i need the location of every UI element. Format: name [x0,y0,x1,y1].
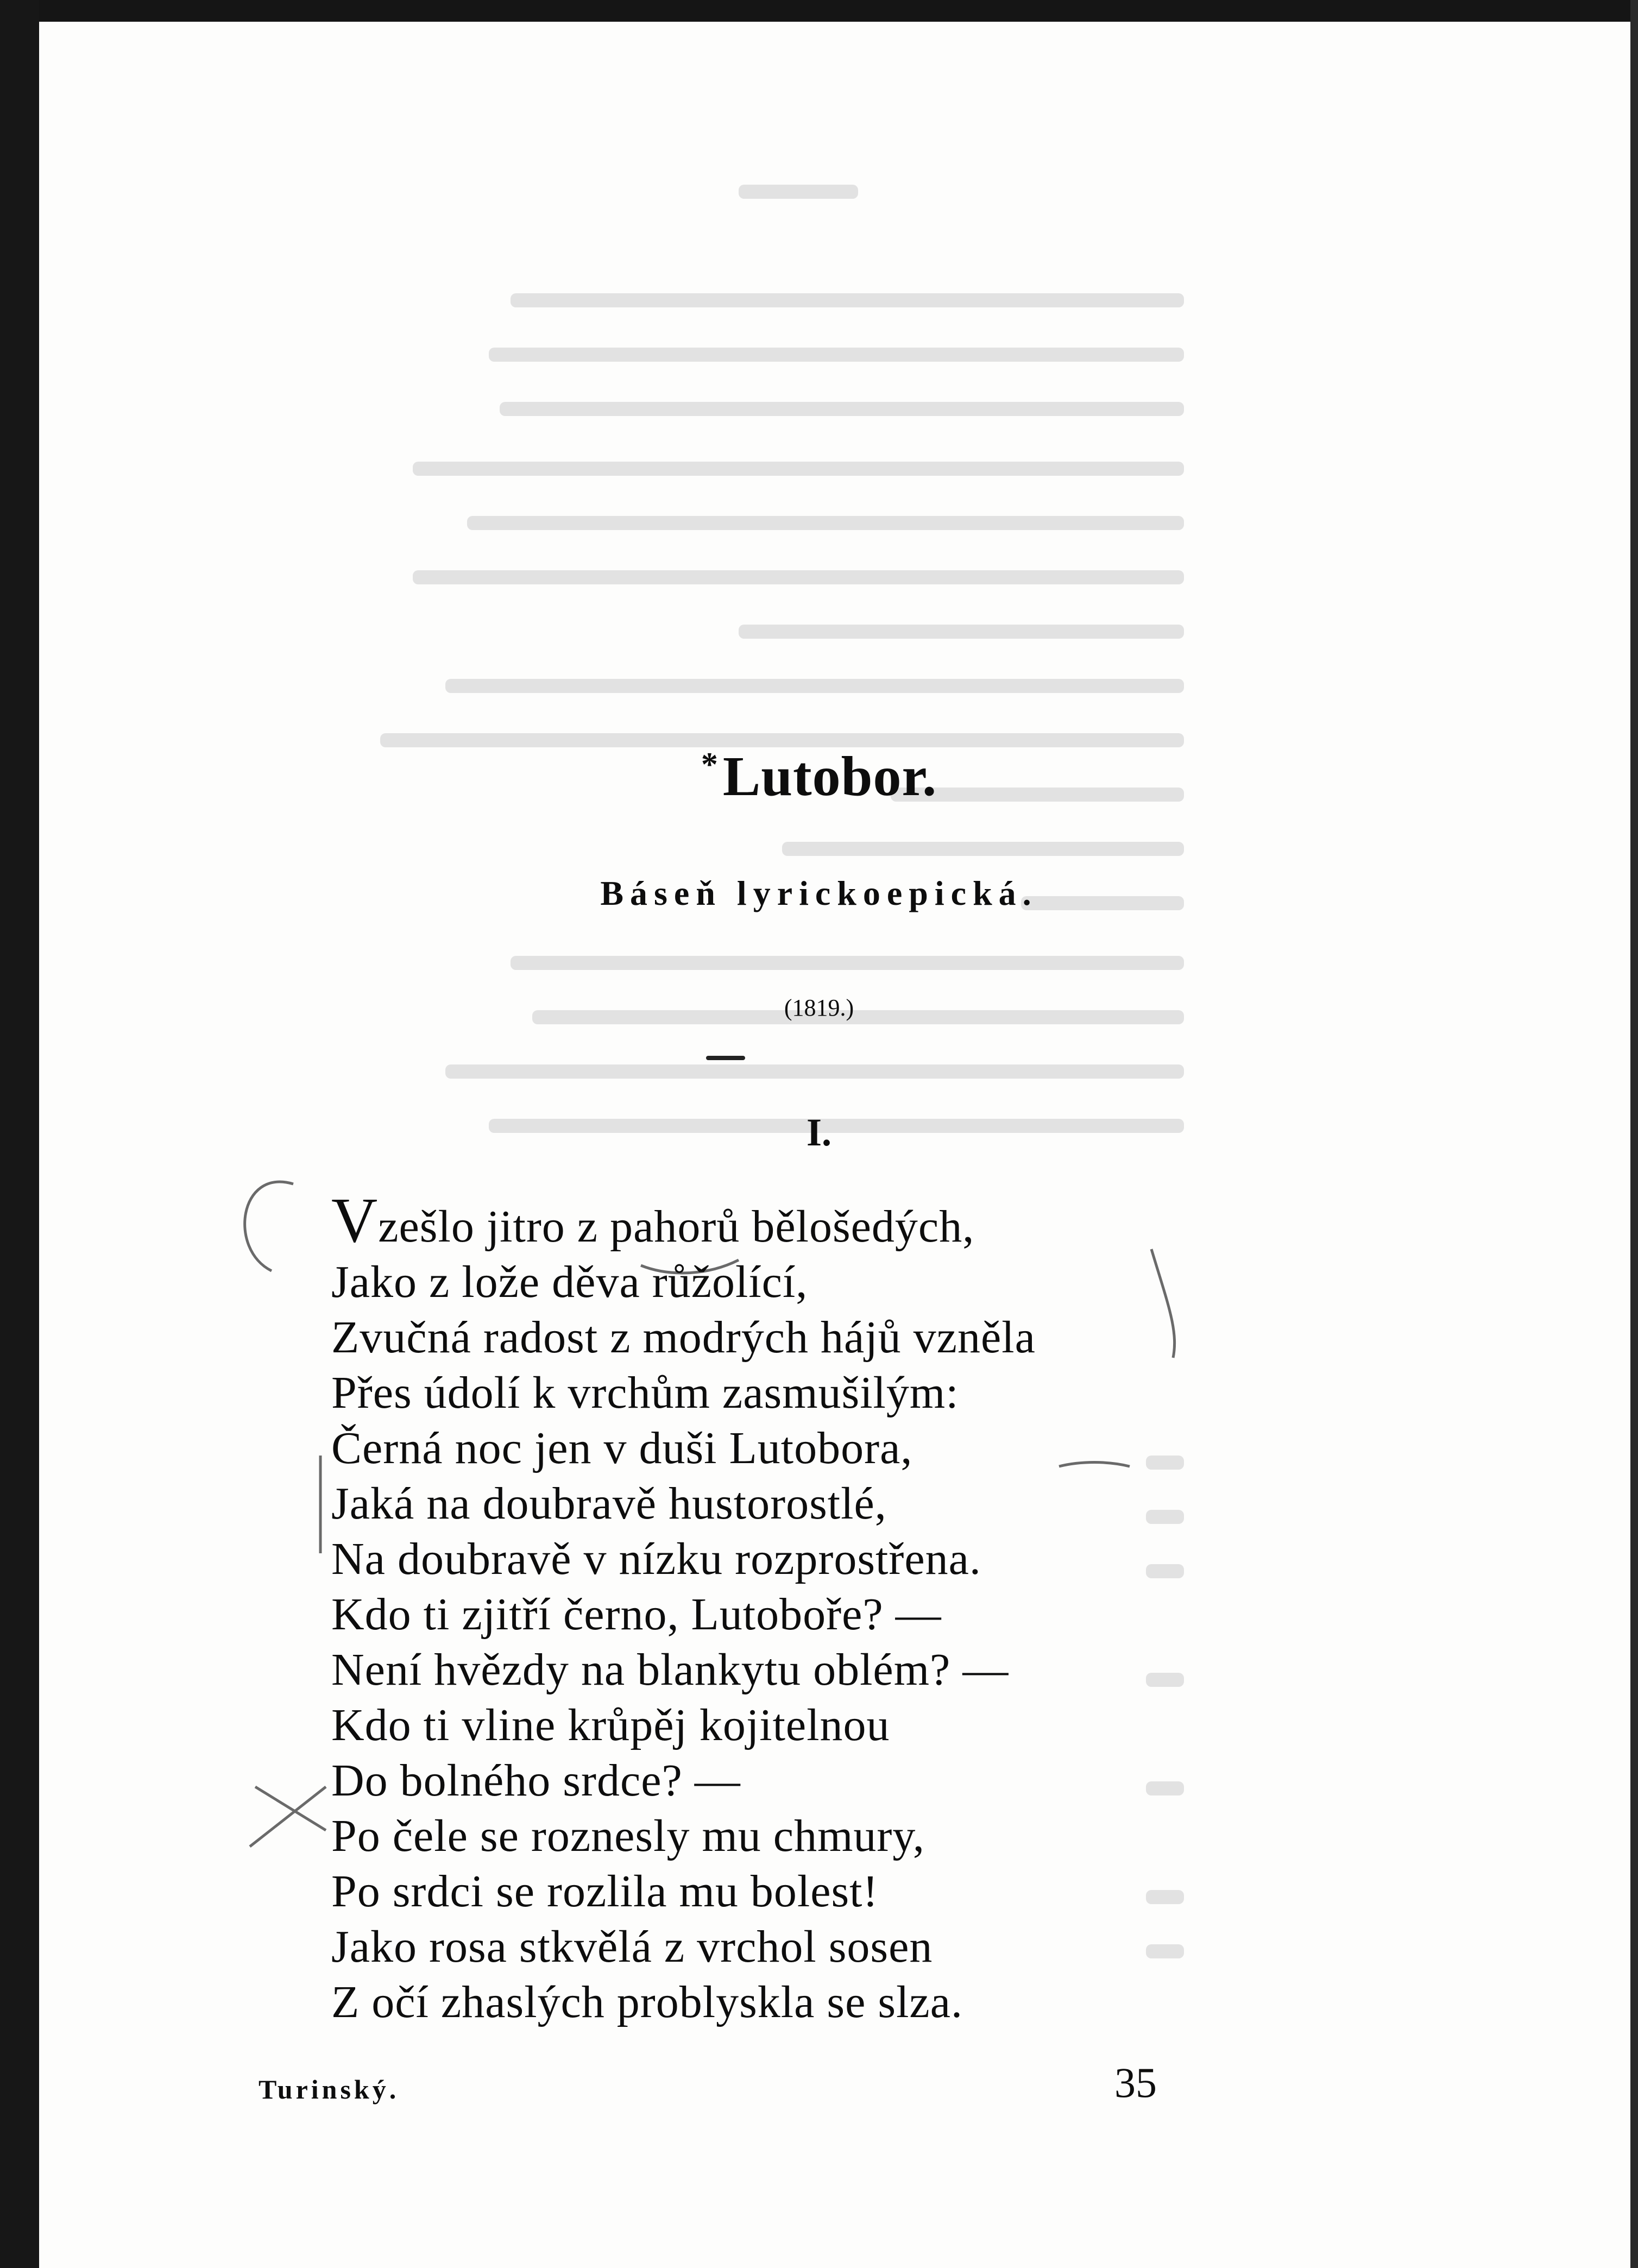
page-number: 35 [1114,2059,1157,2106]
poem-line: Jako rosa stkvělá z vrchol sosen [331,1922,933,1972]
ornament-divider [706,1056,745,1060]
poem-line: Na doubravě v nízku rozprostřena. [331,1534,981,1584]
poem-body [331,1185,1255,2030]
section-numeral: I. [806,1111,832,1154]
poem-line: Černá noc jen v duši Lutobora, [331,1423,913,1473]
first-line-text: zešlo jitro z pahorů bělošedých, [378,1201,975,1252]
poem-line: Přes údolí k vrchům zasmušilým: [331,1368,959,1418]
poem-line: Jako z lože děva růžolící, [331,1257,808,1307]
title-footnote-mark: * [701,746,719,783]
poem-line: Z očí zhaslých problyskla se slza. [331,1977,963,2027]
poem-line: Po čele se roznesly mu chmury, [331,1811,925,1861]
poem-title [0,744,1638,809]
poem-year: (1819.) [784,994,854,1021]
poem-line: Kdo ti vline krůpěj kojitelnou [331,1700,890,1750]
poem-line-1 [331,1185,1255,1256]
poem-line: Po srdci se rozlila mu bolest! [331,1866,879,1917]
drop-cap: V [331,1185,379,1256]
poem-subtitle: Báseň lyrickoepická. [600,874,1038,912]
poem-line: Kdo ti zjitří černo, Lutoboře? — [331,1589,942,1640]
poem-line: Jaká na doubravě hustorostlé, [331,1478,887,1529]
poem-line: Není hvězdy na blankytu oblém? — [331,1645,1009,1695]
poem-line: Do bolného srdce? — [331,1755,741,1806]
footer-author: Turinský. [259,2074,400,2105]
title-text: Lutobor. [722,745,937,808]
poem-line: Zvučná radost z modrých hájů vzněla [331,1312,1036,1363]
